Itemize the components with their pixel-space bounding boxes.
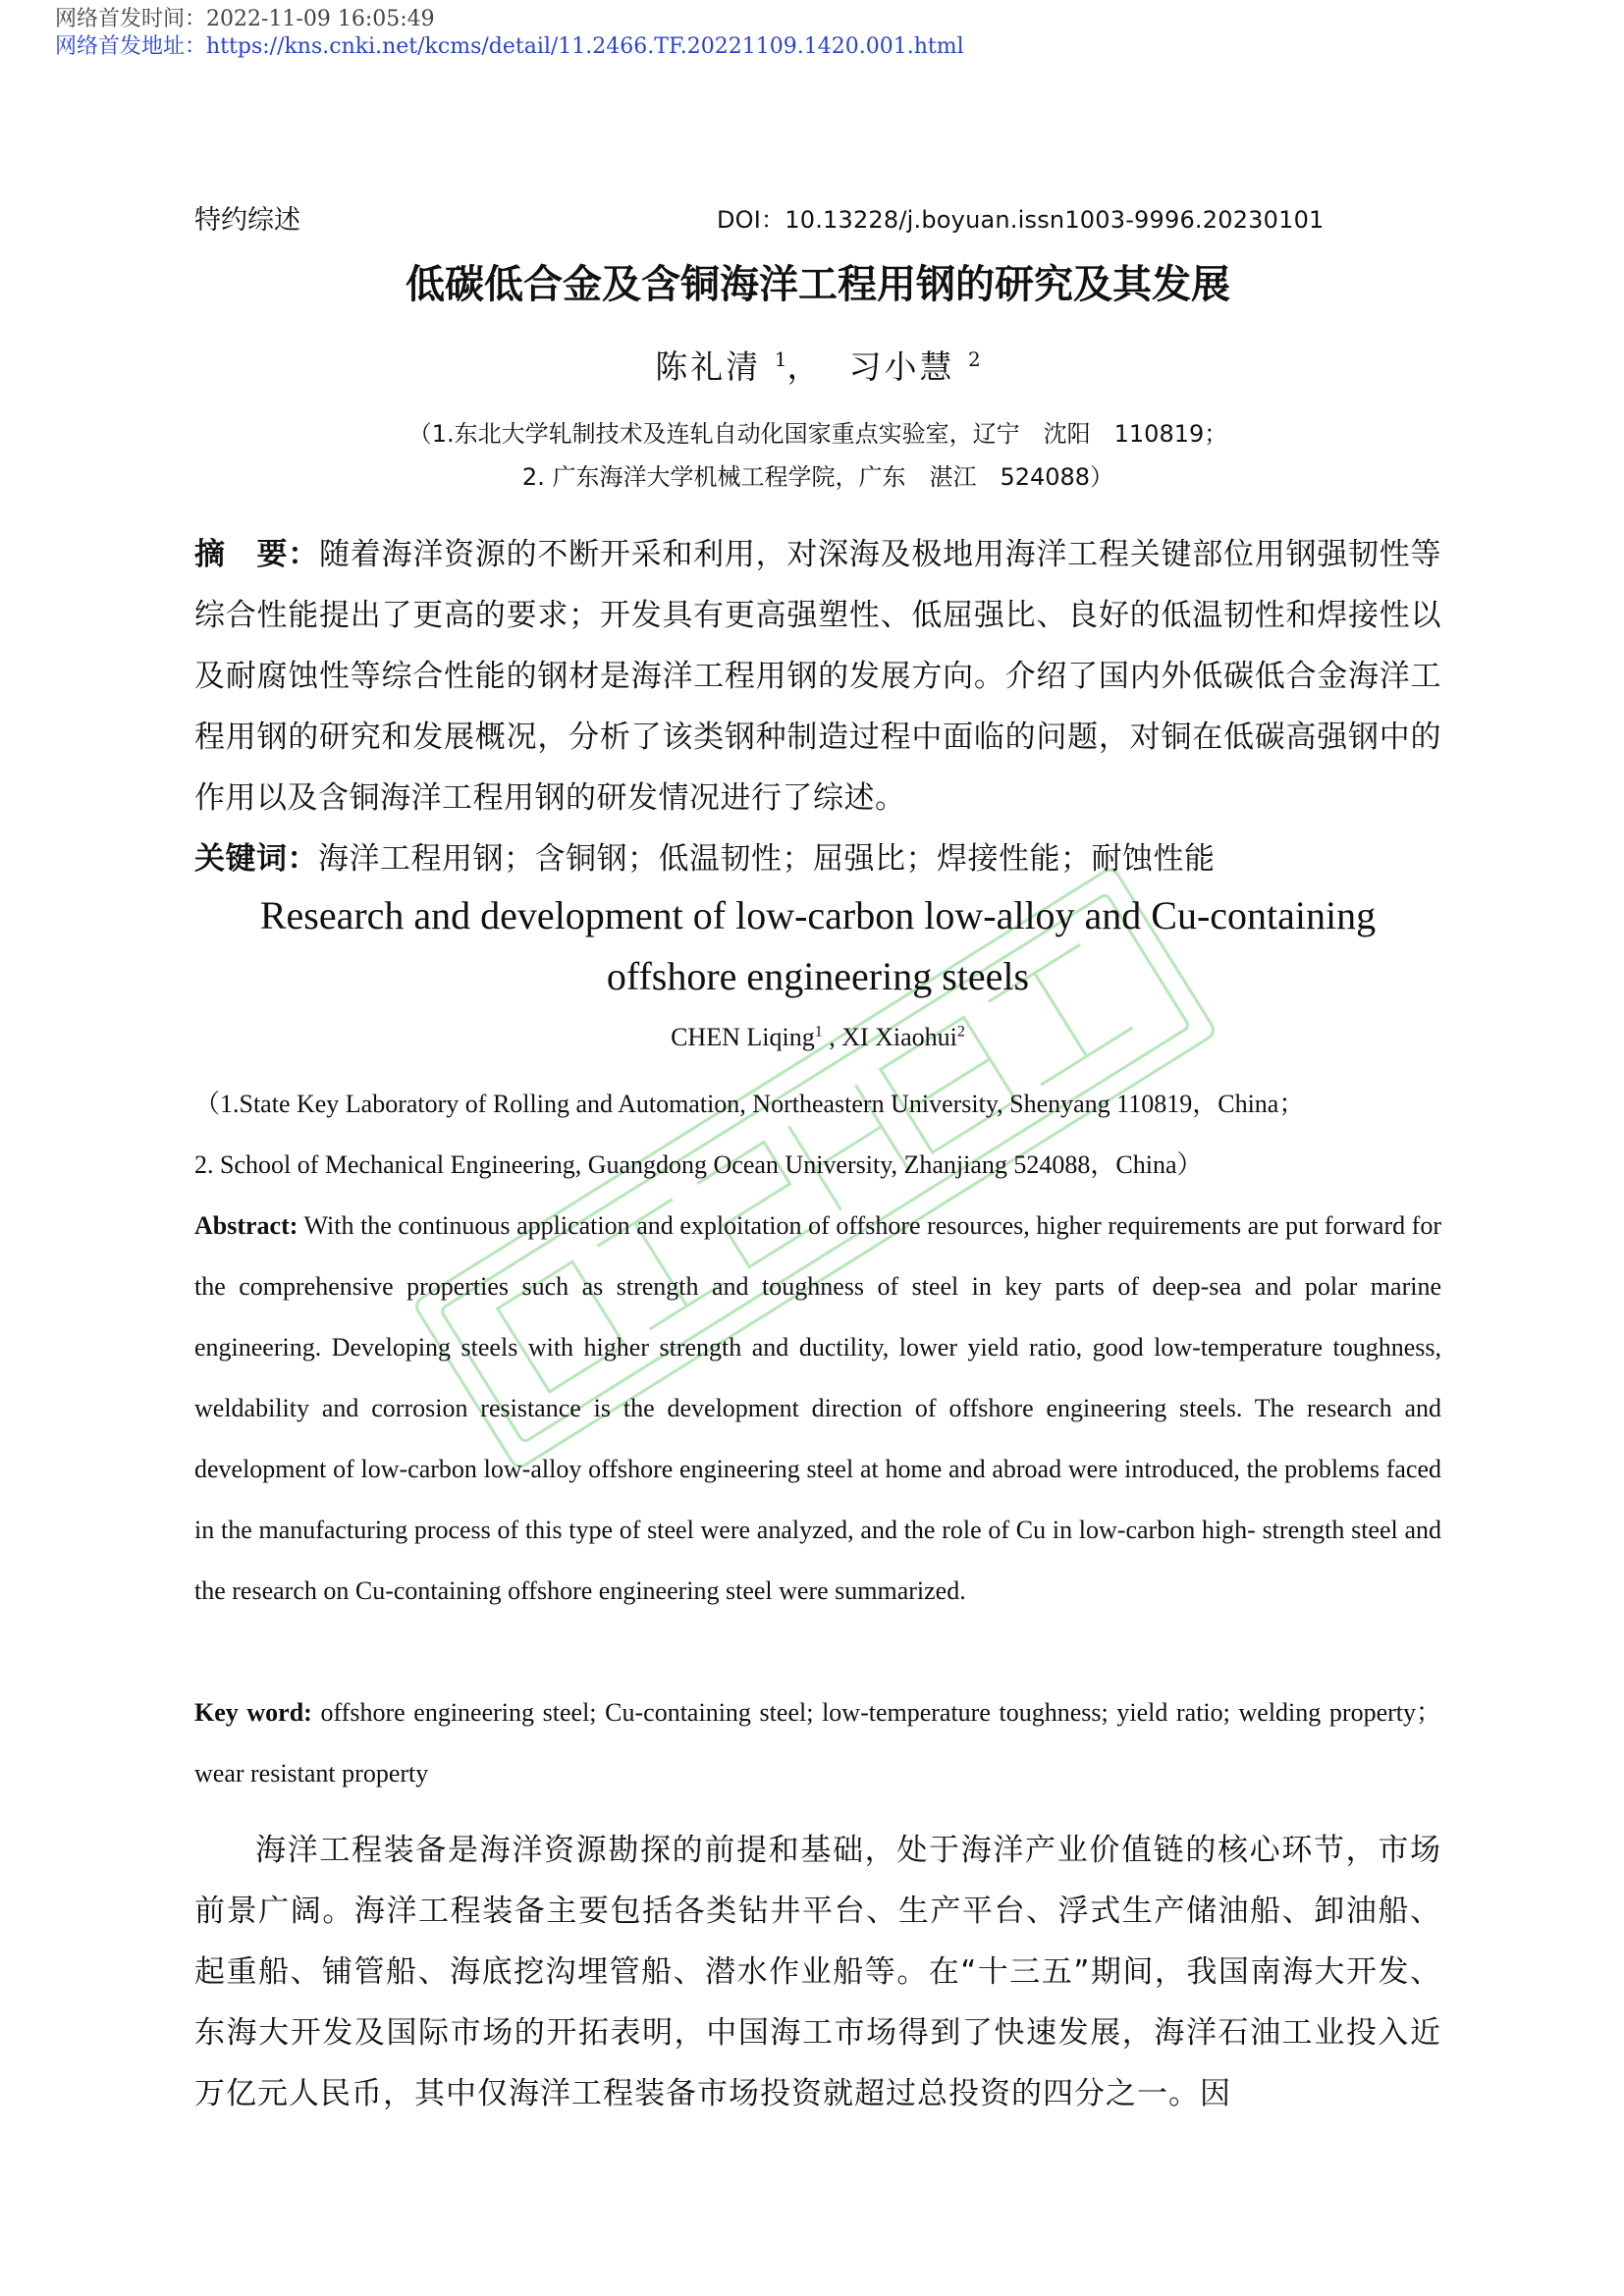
authors-en xyxy=(194,1023,1441,1052)
author-2-en: XI Xiaohui xyxy=(841,1023,957,1051)
abstract-text-en: With the continuous application and exploitation of offshore resources, higher requirements are put forward for the comprehensive properties such as strength and toughness of steel in key parts of deep-sea and polar marine engineering. Developing steels with higher strength and ductility, lower yield ratio, good low-temperature toughness, weldability and corrosion resistance is the development direction of offshore engineering steels. The research and development of low-carbon low-alloy offshore engineering steel at home and abroad were introduced, the problems faced in the manufacturing process of this type of steel were analyzed, and the role of Cu in low-carbon high- strength steel and the research on Cu-containing offshore engineering steel were summarized. xyxy=(194,1211,1441,1605)
affiliation-en-1: （1.State Key Laboratory of Rolling and Automation, Northeastern University, Shenyang 110819，China； xyxy=(194,1090,1305,1118)
author-1-en: CHEN Liqing xyxy=(671,1023,815,1051)
title-cn: 低碳低合金及含铜海洋工程用钢的研究及其发展 xyxy=(406,262,1230,307)
keywords-label-cn: 关键词： xyxy=(194,841,318,877)
doi: DOI：10.13228/j.boyuan.issn1003-9996.20230101 xyxy=(717,206,1325,234)
publish-time-label: 网络首发时间： xyxy=(55,7,207,31)
body-text xyxy=(194,1820,1441,2124)
abstract-cn xyxy=(194,524,1441,828)
author-2-cn: 习小慧 xyxy=(848,347,955,386)
affiliation-cn-1: （1.东北大学轧制技术及连轧自动化国家重点实验室，辽宁 沈阳 110819； xyxy=(407,420,1228,448)
keywords-text-en: offshore engineering steel; Cu-containing steel; low-temperature toughness; yield ratio; welding property；wear resistant property xyxy=(194,1698,1441,1788)
author-separator: ， xyxy=(786,347,823,386)
affiliation-cn-2: 2. 广东海洋大学机械工程学院，广东 湛江 524088） xyxy=(521,463,1114,491)
keywords-label-en: Key word: xyxy=(194,1698,312,1727)
publish-url[interactable] xyxy=(55,33,964,61)
keywords-text-cn: 海洋工程用钢；含铜钢；低温韧性；屈强比；焊接性能；耐蚀性能 xyxy=(318,841,1216,877)
author-2-en-sup: 2 xyxy=(956,1023,965,1041)
publish-url-link[interactable]: https://kns.cnki.net/kcms/detail/11.2466.TF.20221109.1420.001.html xyxy=(206,34,964,59)
abstract-en xyxy=(194,1196,1441,1622)
abstract-label-en: Abstract: xyxy=(194,1211,298,1240)
abstract-label-cn: 摘 要： xyxy=(194,537,320,572)
keywords-en xyxy=(194,1682,1441,1804)
author-1-cn: 陈礼清 xyxy=(655,347,762,386)
publish-time xyxy=(55,6,435,33)
author-separator-en: , xyxy=(822,1023,842,1051)
publish-url-label: 网络首发地址： xyxy=(55,34,207,59)
keywords-cn xyxy=(194,828,1441,889)
title-en-line-1: Research and development of low-carbon low-alloy and Cu-containing xyxy=(259,893,1377,937)
article-category: 特约综述 xyxy=(194,205,300,236)
author-1-en-sup: 1 xyxy=(814,1023,823,1041)
authors-cn xyxy=(194,342,1441,388)
abstract-text-cn: 随着海洋资源的不断开采和利用，对深海及极地用海洋工程关键部位用钢强韧性等综合性能提出了更高的要求；开发具有更高强塑性、低屈强比、良好的低温韧性和焊接性以及耐腐蚀性等综合性能的钢材是海洋工程用钢的发展方向。介绍了国内外低碳低合金海洋工程用钢的研究和发展概况，分析了该类钢种制造过程中面临的问题，对铜在低碳高强钢中的作用以及含铜海洋工程用钢的研发情况进行了综述。 xyxy=(194,537,1442,816)
title-en-line-2: offshore engineering steels xyxy=(606,954,1030,998)
author-2-sup: 2 xyxy=(967,347,981,371)
affiliation-en-2: 2. School of Mechanical Engineering, Guangdong Ocean University, Zhanjiang 524088，China） xyxy=(194,1150,1203,1179)
body-paragraph: 海洋工程装备是海洋资源勘探的前提和基础，处于海洋产业价值链的核心环节，市场前景广阔。海洋工程装备主要包括各类钻井平台、生产平台、浮式生产储油船、卸油船、起重船、铺管船、海底挖沟埋管船、潜水作业船等。在“十三五”期间，我国南海大开发、东海大开发及国际市场的开拓表明，中国海工市场得到了快速发展，海洋石油工业投入近万亿元人民币，其中仅海洋工程装备市场投资就超过总投资的四分之一。因 xyxy=(194,1833,1441,2111)
author-1-sup: 1 xyxy=(774,347,787,371)
publish-time-value: 2022-11-09 16:05:49 xyxy=(206,7,435,31)
title-en xyxy=(194,885,1441,1007)
